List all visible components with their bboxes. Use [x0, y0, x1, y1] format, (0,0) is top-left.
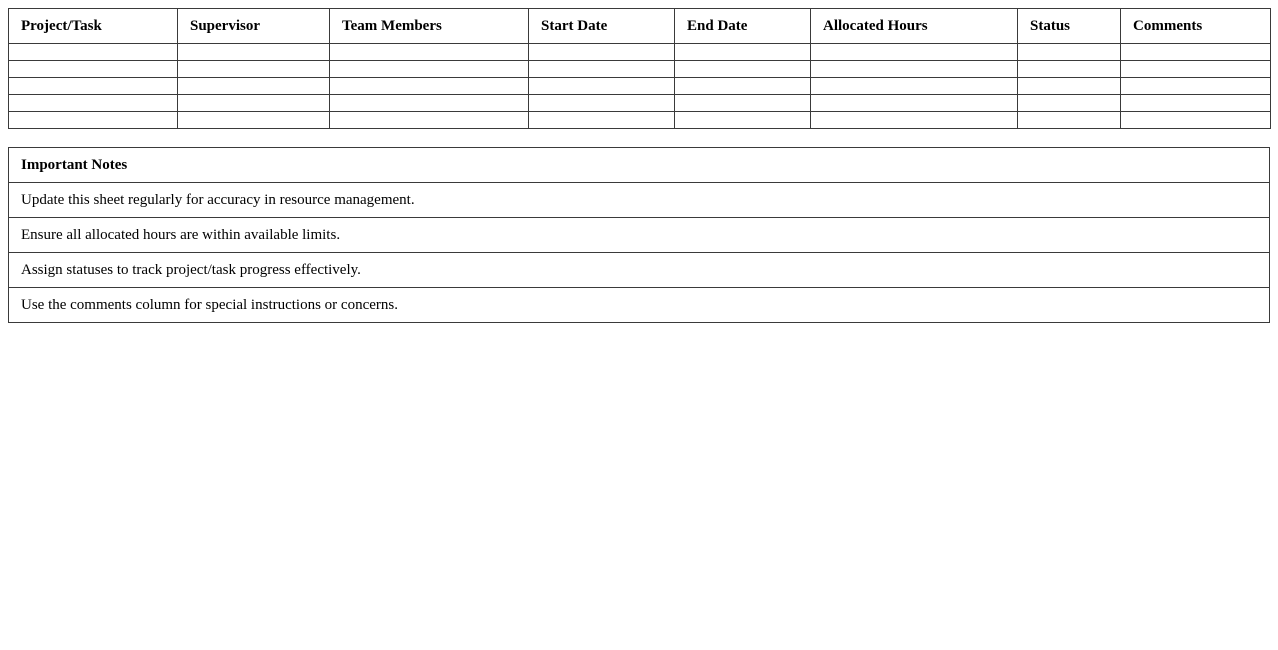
table-cell[interactable]	[529, 61, 675, 78]
table-cell[interactable]	[1121, 112, 1271, 129]
table-cell[interactable]	[1018, 78, 1121, 95]
column-header-allocated-hours: Allocated Hours	[811, 9, 1018, 44]
table-cell[interactable]	[529, 112, 675, 129]
table-cell[interactable]	[529, 44, 675, 61]
table-cell[interactable]	[1018, 61, 1121, 78]
table-cell[interactable]	[1018, 44, 1121, 61]
table-cell[interactable]	[811, 61, 1018, 78]
table-cell[interactable]	[675, 95, 811, 112]
table-row	[9, 112, 1271, 129]
table-cell[interactable]	[811, 112, 1018, 129]
table-header-row	[9, 9, 1271, 44]
column-header-supervisor: Supervisor	[178, 9, 330, 44]
table-cell[interactable]	[1121, 61, 1271, 78]
table-cell[interactable]	[330, 44, 529, 61]
table-cell[interactable]	[811, 78, 1018, 95]
resource-allocation-table	[8, 8, 1271, 129]
table-cell[interactable]	[178, 112, 330, 129]
note-row	[9, 218, 1270, 253]
column-header-project-task: Project/Task	[9, 9, 178, 44]
table-cell[interactable]	[529, 78, 675, 95]
notes-header-row	[9, 148, 1270, 183]
table-cell[interactable]	[675, 61, 811, 78]
note-row	[9, 183, 1270, 218]
note-item: Assign statuses to track project/task progress effectively.	[9, 253, 1270, 288]
table-cell[interactable]	[9, 78, 178, 95]
table-row	[9, 78, 1271, 95]
note-row	[9, 288, 1270, 323]
column-header-team-members: Team Members	[330, 9, 529, 44]
table-cell[interactable]	[675, 44, 811, 61]
table-row	[9, 95, 1271, 112]
table-cell[interactable]	[178, 78, 330, 95]
table-cell[interactable]	[1121, 78, 1271, 95]
column-header-comments: Comments	[1121, 9, 1271, 44]
table-row	[9, 61, 1271, 78]
table-cell[interactable]	[675, 78, 811, 95]
table-cell[interactable]	[811, 44, 1018, 61]
table-cell[interactable]	[811, 95, 1018, 112]
important-notes-table	[8, 147, 1270, 323]
table-cell[interactable]	[330, 61, 529, 78]
table-cell[interactable]	[675, 112, 811, 129]
table-cell[interactable]	[9, 112, 178, 129]
note-row	[9, 253, 1270, 288]
table-cell[interactable]	[330, 95, 529, 112]
table-cell[interactable]	[1018, 95, 1121, 112]
table-cell[interactable]	[330, 78, 529, 95]
table-cell[interactable]	[178, 95, 330, 112]
column-header-start-date: Start Date	[529, 9, 675, 44]
table-cell[interactable]	[1121, 95, 1271, 112]
notes-title: Important Notes	[9, 148, 1270, 183]
table-cell[interactable]	[9, 44, 178, 61]
table-cell[interactable]	[1018, 112, 1121, 129]
note-item: Ensure all allocated hours are within available limits.	[9, 218, 1270, 253]
table-cell[interactable]	[330, 112, 529, 129]
table-cell[interactable]	[1121, 44, 1271, 61]
table-row	[9, 44, 1271, 61]
table-cell[interactable]	[178, 61, 330, 78]
table-cell[interactable]	[9, 95, 178, 112]
note-item: Update this sheet regularly for accuracy in resource management.	[9, 183, 1270, 218]
table-cell[interactable]	[9, 61, 178, 78]
note-item: Use the comments column for special instructions or concerns.	[9, 288, 1270, 323]
table-cell[interactable]	[178, 44, 330, 61]
column-header-status: Status	[1018, 9, 1121, 44]
column-header-end-date: End Date	[675, 9, 811, 44]
table-cell[interactable]	[529, 95, 675, 112]
